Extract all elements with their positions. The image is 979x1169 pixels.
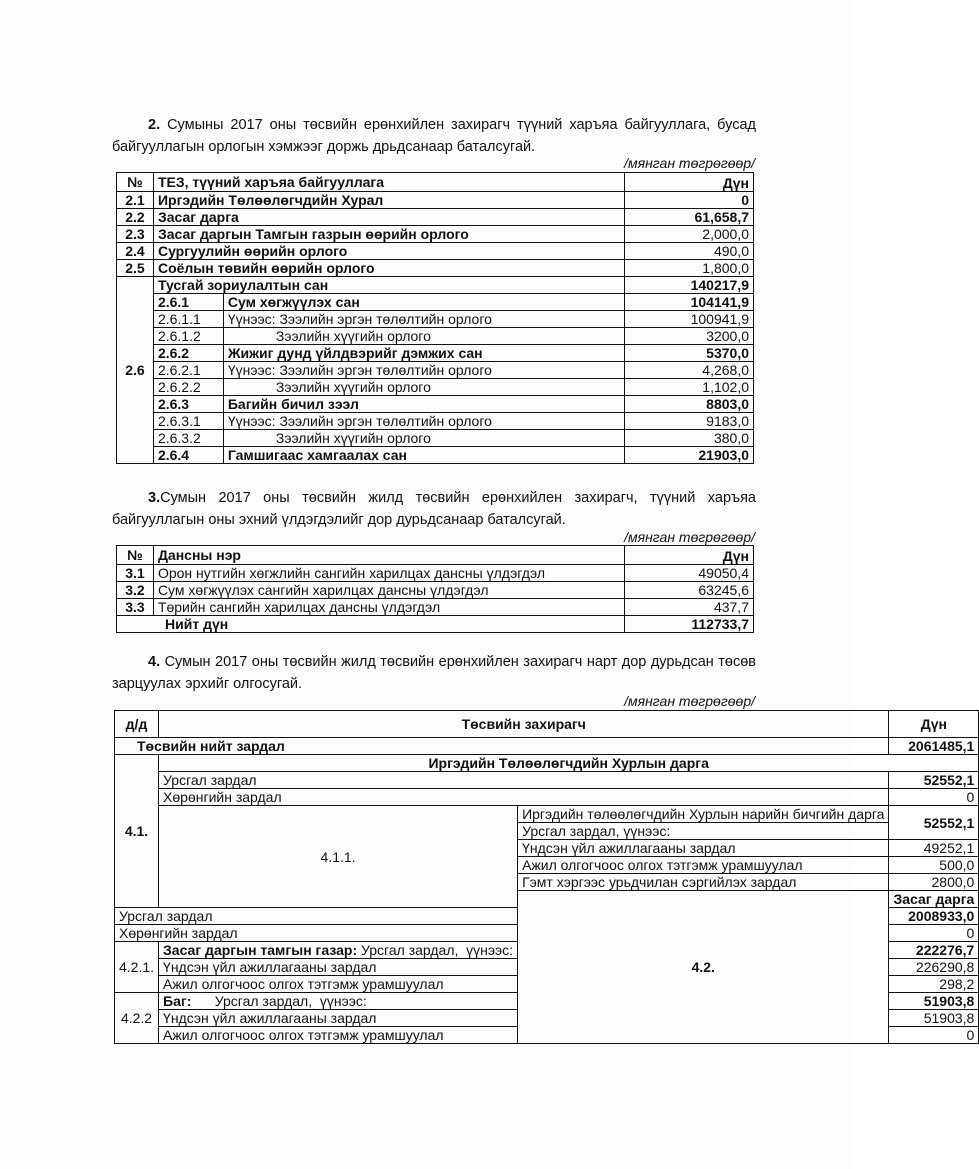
sub-amount: 4,268,0: [625, 362, 754, 379]
header-no: д/д: [115, 711, 159, 738]
row-amount: 49252,1: [889, 840, 979, 857]
sub-name: Жижиг дунд үйлдвэрийг дэмжих сан: [223, 345, 624, 362]
sub-name: Багийн бичил зээл: [223, 396, 624, 413]
row-amount: 51903,8: [889, 1010, 979, 1027]
table-row: [117, 616, 754, 633]
sub-code: 2.6.2.2: [153, 379, 223, 396]
table-row: [115, 789, 979, 806]
row-name: Ажил олгогчоос олгох тэтгэмж урамшуулал: [159, 1027, 518, 1044]
sub-amount: 21903,0: [625, 447, 754, 464]
sub-title-rest: Урсгал зардал, үүнээс:: [191, 993, 367, 1009]
sub-title-rest: Урсгал зардал, үүнээс:: [357, 942, 514, 958]
row-no: 2.1: [117, 192, 154, 209]
table-row: [115, 738, 979, 755]
row-name: Сургуулийн өөрийн орлого: [153, 243, 624, 260]
row-amount: 61,658,7: [625, 209, 754, 226]
sub-code: 2.6.2.1: [153, 362, 223, 379]
sub-title-bold: Баг:: [163, 993, 192, 1009]
row-name: Үндсэн үйл ажиллагааны зардал: [159, 1010, 518, 1027]
row-amount: 0: [625, 192, 754, 209]
table-row: [117, 260, 754, 277]
sub-name: Зээлийн хүүгийн орлого: [223, 328, 624, 345]
row-name: Сум хөгжүүлэх сангийн харилцах дансны үлдэгдэл: [153, 582, 624, 599]
row-no: 2.3: [117, 226, 154, 243]
row-no: 3.1: [117, 565, 154, 582]
row-name: Хөрөнгийн зардал: [115, 925, 518, 942]
total-amount: 112733,7: [625, 616, 754, 633]
row-amount: 500,0: [889, 857, 979, 874]
table-row: [115, 755, 979, 772]
section2-text: Сумыны 2017 оны төсвийн ерөнхийлен захирагч түүний харъяа байгууллага, бусад байгууллагын орлогын хэмжээг доржь дрьдсанаар баталсугай.: [112, 117, 756, 155]
row-amount: 222276,7: [889, 942, 979, 959]
sub-no: 4.2.2: [115, 993, 159, 1044]
sub-amount: 9183,0: [625, 413, 754, 430]
row-name: Ажил олгогчоос олгох тэтгэмж урамшуулал: [518, 857, 889, 874]
section2-table: [116, 172, 754, 464]
row-name: Урсгал зардал, үүнээс:: [518, 823, 889, 840]
row-amount: 1,800,0: [625, 260, 754, 277]
sub-name: Үүнээс: Зээлийн эргэн төлөлтийн орлого: [223, 311, 624, 328]
section3-paragraph: [112, 487, 756, 531]
row-name: Засаг даргын Тамгын газрын өөрийн орлого: [153, 226, 624, 243]
header-name: Дансны нэр: [153, 546, 624, 565]
sub-code: 2.6.3: [153, 396, 223, 413]
group-no: 4.1.: [115, 755, 159, 908]
row-amount: 2800,0: [889, 874, 979, 891]
header-amount: Дүн: [625, 173, 754, 192]
table-row: [117, 447, 754, 464]
table-row: [117, 379, 754, 396]
sub-amount: 380,0: [625, 430, 754, 447]
section4-number: 4.: [148, 654, 161, 670]
group-no: 2.6: [117, 277, 154, 464]
group-title: Иргэдийн Төлөөлөгчдийн Хурлын дарга: [159, 755, 979, 772]
group-title: Тусгай зориулалтын сан: [153, 277, 624, 294]
section4-table: [114, 710, 979, 1044]
row-name: Иргэдийн төлөөлөгчдийн Хурлын нарийн бичгийн дарга: [518, 806, 889, 823]
row-amount: 2008933,0: [889, 908, 979, 925]
header-amount: Дүн: [625, 546, 754, 565]
section3-text: Сумын 2017 оны төсвийн жилд төсвийн ерөнхийлен захирагч, түүний харъяа байгууллагын оны эхний үлдэгдэлийг дор дурьдсанаар баталсугай.: [112, 490, 756, 528]
table-row: [117, 328, 754, 345]
sub-amount: 1,102,0: [625, 379, 754, 396]
table-header: [117, 546, 754, 565]
table-row: [117, 192, 754, 209]
section4-paragraph: [112, 651, 756, 695]
row-name: [159, 942, 518, 959]
row-amount: 0: [889, 925, 979, 942]
sub-name: Зээлийн хүүгийн орлого: [223, 430, 624, 447]
table-row: [115, 806, 979, 823]
section3-number: 3.: [148, 490, 161, 506]
row-name: Засаг дарга: [153, 209, 624, 226]
row-name: Төрийн сангийн харилцах дансны үлдэгдэл: [153, 599, 624, 616]
sub-code: 2.6.3.1: [153, 413, 223, 430]
row-name: [159, 993, 518, 1010]
header-amount: Дүн: [889, 711, 979, 738]
row-no: 2.4: [117, 243, 154, 260]
header-name: Төсвийн захирагч: [159, 711, 889, 738]
section4-text: Сумын 2017 оны төсвийн жилд төсвийн ерөнхийлен захирагч нарт дор дурьдсан төсөв зарцуулах эрхийг олгосугай.: [112, 654, 756, 692]
table-row: [117, 396, 754, 413]
total-amount: 2061485,1: [889, 738, 979, 755]
table-row: [117, 599, 754, 616]
sub-name: Үүнээс: Зээлийн эргэн төлөлтийн орлого: [223, 413, 624, 430]
row-amount: 52552,1: [889, 772, 979, 789]
row-amount: 490,0: [625, 243, 754, 260]
row-amount: 298,2: [889, 976, 979, 993]
section2-unit: /мянган төгрөгөөр/: [624, 155, 755, 171]
total-label: Төсвийн нийт зардал: [115, 738, 889, 755]
header-no: №: [117, 546, 154, 565]
table-header: [117, 173, 754, 192]
row-name: Хөрөнгийн зардал: [159, 789, 889, 806]
row-amount: 49050,4: [625, 565, 754, 582]
row-no: 2.2: [117, 209, 154, 226]
sub-code: 2.6.1: [153, 294, 223, 311]
section2-paragraph: [112, 114, 756, 158]
header-name: ТЕЗ, түүний харъяа байгууллага: [153, 173, 624, 192]
sub-amount: 3200,0: [625, 328, 754, 345]
row-amount: 63245,6: [625, 582, 754, 599]
table-row: [117, 294, 754, 311]
table-row: [117, 311, 754, 328]
sub-name: Гамшигаас хамгаалах сан: [223, 447, 624, 464]
row-no: 3.3: [117, 599, 154, 616]
table-row: [117, 209, 754, 226]
section3-unit: /мянган төгрөгөөр/: [624, 529, 755, 545]
row-name: Урсгал зардал: [115, 908, 518, 925]
row-name: Соёлын төвийн өөрийн орлого: [153, 260, 624, 277]
section2-number: 2.: [148, 117, 161, 133]
table-row: [117, 345, 754, 362]
sub-name: Сум хөгжүүлэх сан: [223, 294, 624, 311]
table-row: [117, 565, 754, 582]
sub-amount: 104141,9: [625, 294, 754, 311]
table-row: [117, 413, 754, 430]
table-row: [117, 277, 754, 294]
sub-no: 4.1.1.: [159, 806, 518, 908]
row-amount: 0: [889, 789, 979, 806]
sub-code: 2.6.2: [153, 345, 223, 362]
sub-name: Зээлийн хүүгийн орлого: [223, 379, 624, 396]
group-title: Засаг дарга: [889, 891, 979, 908]
row-no: 3.2: [117, 582, 154, 599]
table-row: [117, 243, 754, 260]
row-name: Үндсэн үйл ажиллагааны зардал: [159, 959, 518, 976]
row-name: Иргэдийн Төлөөлөгчдийн Хурал: [153, 192, 624, 209]
sub-amount: 5370,0: [625, 345, 754, 362]
row-amount: 226290,8: [889, 959, 979, 976]
sub-code: 2.6.1.1: [153, 311, 223, 328]
row-amount: 52552,1: [889, 806, 979, 840]
total-label: Нийт дүн: [117, 616, 625, 633]
row-amount: 0: [889, 1027, 979, 1044]
table-row: [117, 430, 754, 447]
header-no: №: [117, 173, 154, 192]
section4-unit: /мянган төгрөгөөр/: [624, 693, 755, 709]
row-amount: 51903,8: [889, 993, 979, 1010]
sub-title-bold: Засаг даргын тамгын газар:: [163, 942, 358, 958]
row-name: Ажил олгогчоос олгох тэтгэмж урамшуулал: [159, 976, 518, 993]
group-amount: 140217,9: [625, 277, 754, 294]
sub-code: 2.6.4: [153, 447, 223, 464]
table-row: [117, 226, 754, 243]
group-no: 4.2.: [518, 891, 889, 1044]
row-name: Үндсэн үйл ажиллагааны зардал: [518, 840, 889, 857]
sub-code: 2.6.3.2: [153, 430, 223, 447]
row-name: Гэмт хэргээс урьдчилан сэргийлэх зардал: [518, 874, 889, 891]
sub-no: 4.2.1.: [115, 942, 159, 993]
row-name: Орон нутгийн хөгжлийн сангийн харилцах дансны үлдэгдэл: [153, 565, 624, 582]
sub-name: Үүнээс: Зээлийн эргэн төлөлтийн орлого: [223, 362, 624, 379]
table-row: [115, 772, 979, 789]
sub-amount: 8803,0: [625, 396, 754, 413]
row-name: Урсгал зардал: [159, 772, 889, 789]
row-no: 2.5: [117, 260, 154, 277]
table-header: [115, 711, 979, 738]
table-row: [117, 362, 754, 379]
sub-code: 2.6.1.2: [153, 328, 223, 345]
sub-amount: 100941,9: [625, 311, 754, 328]
table-row: [117, 582, 754, 599]
row-amount: 437,7: [625, 599, 754, 616]
row-amount: 2,000,0: [625, 226, 754, 243]
section3-table: [116, 545, 754, 633]
